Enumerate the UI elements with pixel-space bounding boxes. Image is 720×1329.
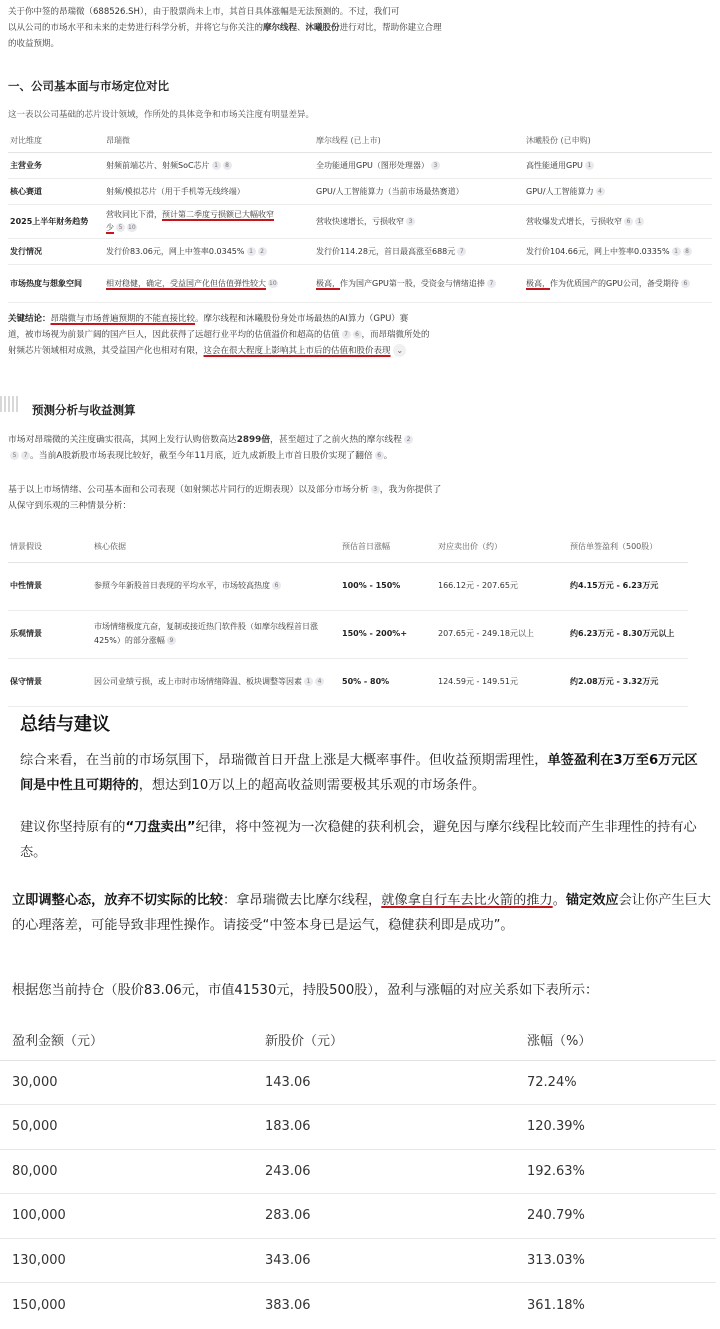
highlight-underline: 预计第二季度亏损额已大幅收窄 [162, 210, 274, 219]
table-header-row [8, 532, 688, 562]
column-header: 涨幅（%） [515, 1020, 716, 1060]
key-conclusion-label: 关键结论： [8, 313, 51, 324]
intro-text: 、 [297, 23, 306, 33]
table-cell: 120.39% [515, 1105, 716, 1150]
table-cell: 192.63% [515, 1149, 716, 1194]
table-cell: 全功能通用GPU（图形处理器） 3 [314, 152, 524, 178]
highlight-underline: 极高， [316, 278, 340, 288]
column-header: 预估单签盈利（500股） [568, 532, 688, 562]
table-cell: 143.06 [253, 1060, 515, 1105]
section1-title: 一、公司基本面与市场定位对比 [8, 79, 169, 93]
column-header: 新股价（元） [253, 1020, 515, 1060]
column-header: 对应卖出价（约） [436, 532, 568, 562]
table-row [8, 610, 688, 658]
table-cell: GPU/人工智能算力（当前市场最热赛道） [314, 178, 524, 204]
table-cell: 166.12元 - 207.65元 [436, 562, 568, 610]
table-cell: 约2.08万元 - 3.32万元 [568, 658, 688, 706]
citation-badge[interactable]: 1 [672, 247, 681, 256]
table-row [8, 562, 688, 610]
citation-badge[interactable]: 8 [223, 161, 232, 170]
table-cell: 50,000 [0, 1105, 253, 1150]
citation-badge[interactable]: 10 [128, 224, 136, 231]
table-cell: 72.24% [515, 1060, 716, 1105]
table-cell: 高性能通用GPU 1 [524, 152, 712, 178]
intro-text: 关于你中签的昂瑞微（688526.SH），由于股票尚未上市，其首日具体涨幅是无法预测的。不过，我们可 [8, 7, 400, 17]
citation-badge[interactable]: 1 [247, 247, 256, 256]
company-comparison-table [8, 130, 712, 303]
table-cell: 营收爆发式增长，亏损收窄 6 1 [524, 204, 712, 238]
scenario-label: 中性情景 [8, 562, 92, 610]
table-cell: 市场情绪极度亢奋，复制或接近热门软件股（如摩尔线程首日涨425%）的部分涨幅 9 [92, 610, 340, 658]
table-cell: 313.03% [515, 1238, 716, 1283]
citation-badge[interactable]: 7 [21, 451, 30, 460]
highlight-underline: 极高， [526, 278, 550, 288]
table-cell: 361.18% [527, 1297, 585, 1313]
section2-paragraph: 市场对昂瑞微的关注度确实很高，其网上发行认购倍数高达2899倍，甚至超过了之前火热的摩尔线程 2 5 7 。当前A股新股市场表现比较好，截至今年11月底，近九成新股上市首日股价实现了翻倍 6 。 [8, 432, 712, 464]
table-row [8, 658, 688, 706]
citation-badge[interactable]: 2 [404, 435, 413, 444]
table-cell: 150,000 [12, 1297, 66, 1313]
table-row [0, 1105, 716, 1150]
summary-bold: “刀盘卖出” [125, 820, 196, 835]
table-cell: 80,000 [0, 1149, 253, 1194]
highlight-underline: 这会在很大程度上影响其上市后的估值和股价表现 [203, 345, 391, 356]
column-header: 预估首日涨幅 [340, 532, 436, 562]
analysis-top-section [0, 0, 720, 359]
citation-badge[interactable]: 6 [624, 217, 633, 226]
table-cell: 383.06 [265, 1297, 311, 1313]
column-header: 盈利金额（元） [0, 1020, 253, 1060]
table-cell: 130,000 [0, 1238, 253, 1283]
table-cell: 发行价83.06元，网上中签率0.0345% 1 2 [104, 238, 314, 264]
key-conclusion: 关键结论：昂瑞微与市场普遍预期的不能直接比较。摩尔线程和沐曦股份身处市场最热的AI算力（GPU）赛 道，被市场视为前景广阔的国产巨人，因此获得了远超行业平均的估值溢价和超高的估值 7 6 ，而昂瑞微所处的 射频芯片领域相对成熟，其受益国产化也相对有限，这会在很大程度上影响其上市后的估值和股价表现 ⌄ [8, 313, 430, 356]
table-cell: 参照今年新股首日表现的平均水平，市场较高热度 6 [92, 562, 340, 610]
intro-bold: 沐曦股份 [305, 23, 340, 33]
citation-badge[interactable]: 3 [406, 217, 415, 226]
citation-badge[interactable]: 6 [353, 330, 362, 339]
profit-rise-table [0, 1020, 716, 1327]
holdings-paragraph: 根据您当前持仓（股价83.06元，市值41530元，持股500股），盈利与涨幅的对应关系如下表所示： [12, 983, 599, 998]
section1-subtitle: 这一表以公司基础的芯片设计领域，作所处的具体竞争和市场关注度有明显差异。 [8, 110, 315, 120]
table-cell: 100,000 [0, 1194, 253, 1239]
summary-paragraph: 综合来看，在当前的市场氛围下，昂瑞微首日开盘上涨是大概率事件。但收益预期需理性，单签盈利在3万至6万元区间是中性且可期待的，想达到10万以上的超高收益则需要极其乐观的市场条件。 [20, 753, 698, 793]
expand-chevron-icon[interactable]: ⌄ [393, 344, 406, 357]
table-cell: 240.79% [515, 1194, 716, 1239]
citation-badge[interactable]: 10 [269, 279, 277, 287]
table-row [0, 1060, 716, 1105]
table-cell: GPU/人工智能算力 4 [524, 178, 712, 204]
table-cell: 发行价114.28元，首日最高涨至688元 7 [314, 238, 524, 264]
citation-badge[interactable]: 7 [487, 279, 496, 288]
citation-badge[interactable]: 2 [258, 247, 267, 256]
table-cell: 100% - 150% [340, 562, 436, 610]
column-header: 摩尔线程 (已上市) [314, 130, 524, 152]
section2-paragraph: 基于以上市场情绪、公司基本面和公司表现（如射频芯片同行的近期表现）以及部分市场分析 3 ，我为你提供了 从保守到乐观的三种情景分析： [8, 485, 442, 511]
table-cell: 射频/模拟芯片（用于手机等无线终端） [104, 178, 314, 204]
citation-badge[interactable]: 4 [596, 187, 605, 196]
intro-text: 的收益预期。 [8, 39, 60, 49]
highlight-underline: 昂瑞微与市场普遍预期的不能直接比较 [50, 313, 196, 324]
table-header-row [8, 130, 712, 152]
subscription-multiple: 2899倍 [236, 435, 271, 445]
table-row [0, 1283, 716, 1328]
citation-badge[interactable]: 6 [375, 451, 384, 460]
table-row [0, 1194, 716, 1239]
scenario-table [8, 532, 688, 707]
citation-badge[interactable]: 8 [683, 247, 692, 256]
table-cell: 约6.23万元 - 8.30万元以上 [568, 610, 688, 658]
table-cell: 283.06 [253, 1194, 515, 1239]
table-row [0, 1238, 716, 1283]
table-cell: 343.06 [253, 1238, 515, 1283]
row-label: 市场热度与想象空间 [8, 264, 104, 302]
table-cell: 207.65元 - 249.18元以上 [436, 610, 568, 658]
advice-bold: 立即调整心态，放弃不切实际的比较 [12, 893, 223, 908]
table-row [0, 1149, 716, 1194]
table-cell: 极高，作为国产GPU第一股，受资金与情绪追捧 7 [314, 264, 524, 302]
row-label: 2025上半年财务趋势 [8, 204, 104, 238]
citation-badge[interactable]: 7 [342, 330, 351, 339]
citation-badge[interactable]: 9 [167, 636, 176, 645]
citation-badge[interactable]: 7 [457, 247, 466, 256]
column-header: 情景假设 [8, 532, 92, 562]
column-header: 对比维度 [8, 130, 104, 152]
row-label: 核心赛道 [8, 178, 104, 204]
intro-paragraph [8, 4, 712, 52]
section2-title: 预测分析与收益测算 [32, 403, 136, 417]
table-cell [104, 264, 314, 302]
citation-badge[interactable]: 1 [304, 677, 313, 686]
table-cell: 射频前端芯片、射频SoC芯片 1 8 [104, 152, 314, 178]
table-cell: 50% - 80% [340, 658, 436, 706]
column-header: 昂瑞微 [104, 130, 314, 152]
citation-badge[interactable]: 1 [212, 161, 221, 170]
summary-paragraph: 建议你坚持原有的“刀盘卖出”纪律，将中签视为一次稳健的获利机会，避免因与摩尔线程比较而产生非理性的持有心态。 [20, 820, 697, 860]
table-cell: 30,000 [0, 1060, 253, 1105]
row-label: 主营业务 [8, 152, 104, 178]
intro-text: 进行对比，帮助你建立合理 [339, 23, 442, 33]
summary-bold: 单签盈利在3万至6万元区间是中性且可期待的 [20, 753, 698, 793]
table-row [8, 238, 712, 264]
intro-text: 以从公司的市场水平和未来的走势进行科学分析，并将它与你关注的 [8, 23, 264, 33]
summary-title: 总结与建议 [20, 714, 110, 735]
table-cell: 243.06 [253, 1149, 515, 1194]
highlight-underline: 少 [106, 223, 114, 232]
scenario-label: 乐观情景 [8, 610, 92, 658]
table-cell: 发行价104.66元，网上中签率0.0335% 1 8 [524, 238, 712, 264]
section-bullet-icon [0, 396, 20, 412]
highlight-underline: 就像拿自行车去比火箭的推力 [381, 893, 553, 908]
scenario-label: 保守情景 [8, 658, 92, 706]
citation-badge[interactable]: 3 [371, 485, 380, 494]
table-cell: 营收快速增长，亏损收窄 3 [314, 204, 524, 238]
citation-badge[interactable]: 4 [315, 677, 324, 686]
table-cell: 因公司业绩亏损，或上市时市场情绪降温、板块调整等因素 1 4 [92, 658, 340, 706]
table-row [8, 152, 712, 178]
citation-badge[interactable]: 5 [10, 451, 19, 460]
row-label: 发行情况 [8, 238, 104, 264]
citation-badge[interactable]: 3 [431, 161, 440, 170]
column-header: 沐曦股份 (已申购) [524, 130, 712, 152]
table-header-row [0, 1020, 716, 1060]
citation-badge[interactable]: 1 [635, 217, 644, 226]
intro-bold: 摩尔线程 [263, 23, 298, 33]
table-row [8, 204, 712, 238]
table-cell: 124.59元 - 149.51元 [436, 658, 568, 706]
table-cell: 183.06 [253, 1105, 515, 1150]
table-row [8, 264, 712, 302]
table-cell: 营收同比下滑，预计第二季度亏损额已大幅收窄 少 5 10 [104, 204, 314, 238]
table-cell: 150% - 200%+ [340, 610, 436, 658]
highlight-underline: 相对稳健， [106, 278, 146, 288]
citation-badge[interactable]: 6 [272, 581, 281, 590]
advice-paragraph: 立即调整心态，放弃不切实际的比较：拿昂瑞微去比摩尔线程，就像拿自行车去比火箭的推力。锚定效应会让你产生巨大的心理落差，可能导致非理性操作。请接受“中签本身已是运气，稳健获利即是成功”。 [12, 893, 711, 933]
citation-badge[interactable]: 1 [585, 161, 594, 170]
column-header: 核心依据 [92, 532, 340, 562]
citation-badge[interactable]: 6 [681, 279, 690, 288]
citation-badge[interactable]: 5 [116, 223, 125, 232]
table-cell: 极高，作为优质国产的GPU公司，备受期待 6 [524, 264, 712, 302]
advice-bold: 锚定效应 [565, 893, 619, 908]
table-cell: 约4.15万元 - 6.23万元 [568, 562, 688, 610]
highlight-underline: 确定，受益国产化但估值弹性较大 [146, 278, 266, 288]
table-row [8, 178, 712, 204]
